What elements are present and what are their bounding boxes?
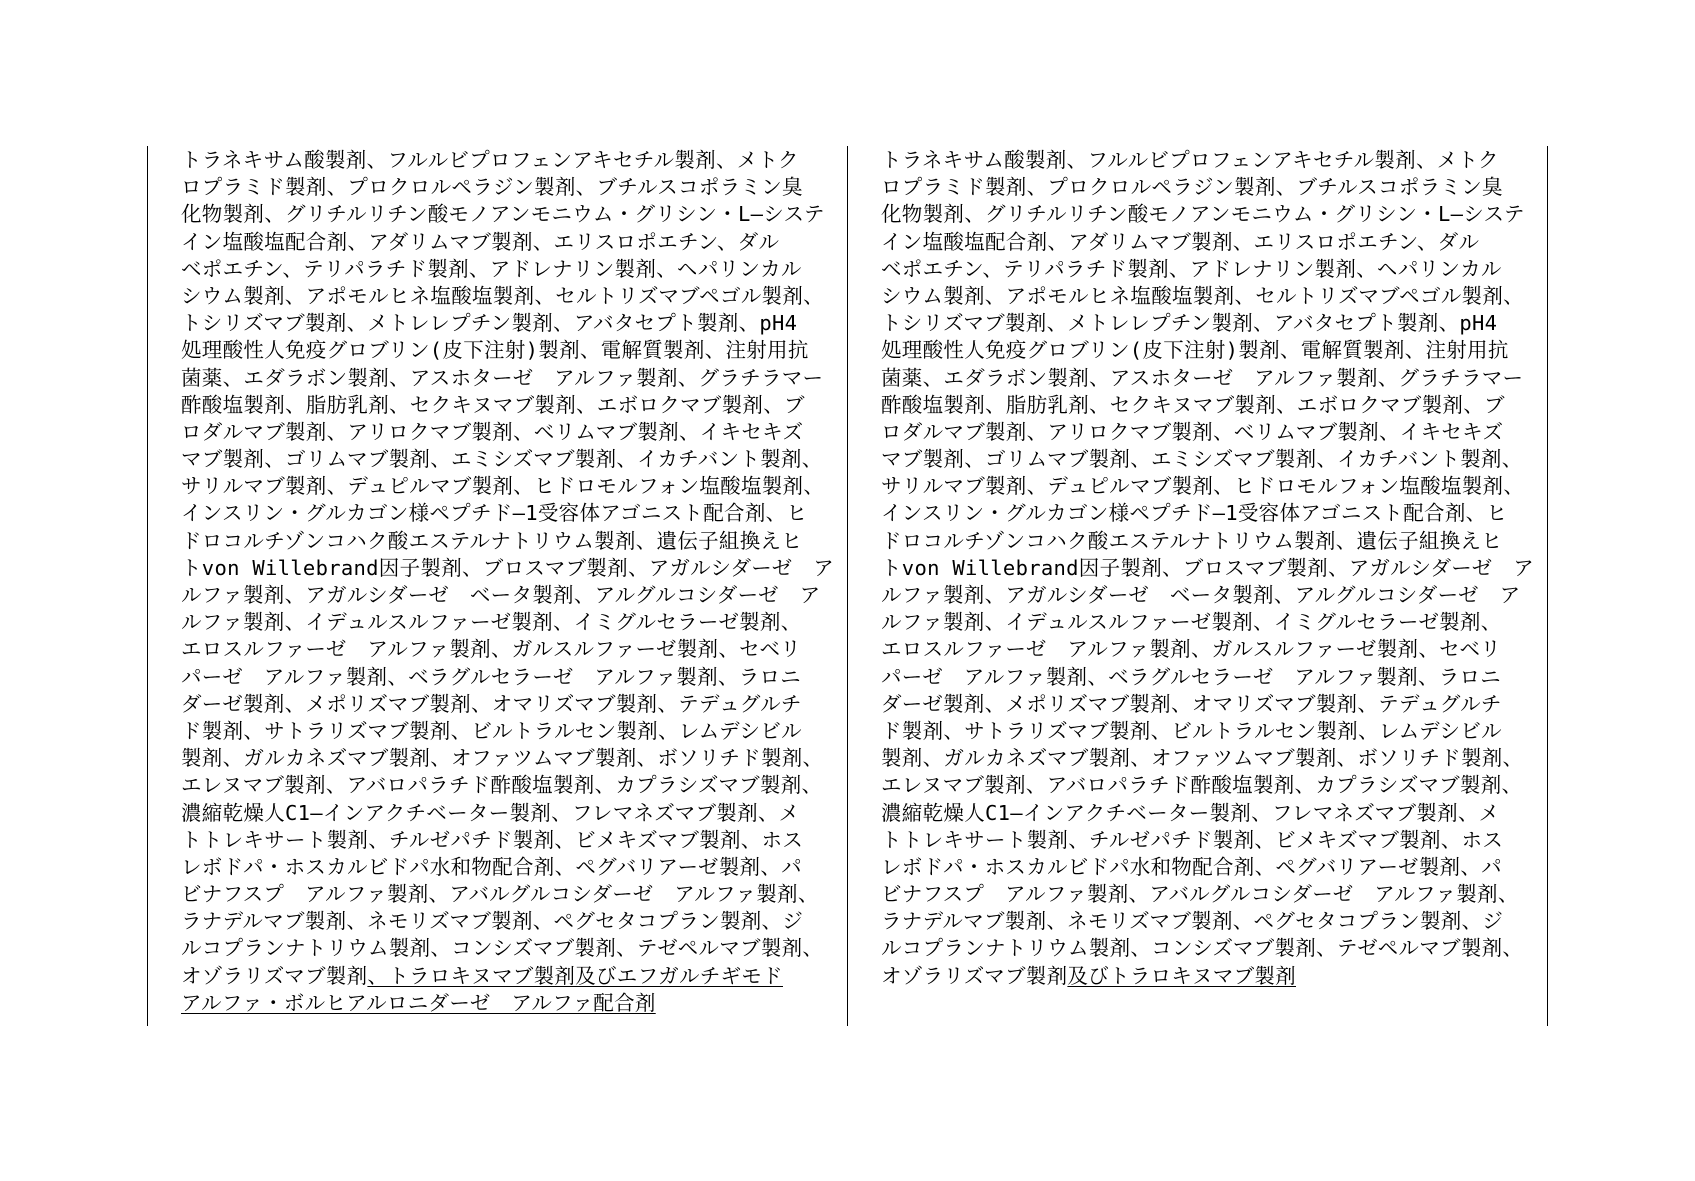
text-segment: 菌薬、エダラボン製剤、アスホターゼ アルファ製剤、グラチラマー <box>881 365 1524 390</box>
text-segment: レボドパ・ホスカルビドパ水和物配合剤、ペグバリアーゼ製剤、パ <box>881 854 1502 879</box>
text-segment: ルファ製剤、アガルシダーゼ ベータ製剤、アルグルコシダーゼ ア <box>881 583 1521 607</box>
text-segment: ドロコルチゾンコハク酸エステルナトリウム製剤、遺伝子組換えヒ <box>181 528 803 553</box>
text-segment: ラナデルマブ製剤、ネモリズマブ製剤、ペグセタコプラン製剤、ジ <box>181 909 804 934</box>
text-line <box>881 147 1541 174</box>
text-line <box>181 636 841 663</box>
text-segment: トシリズマブ製剤、メトレレプチン製剤、アバタセプト製剤、pH4 <box>881 311 1498 336</box>
text-line <box>181 201 841 228</box>
text-segment: ドロコルチゾンコハク酸エステルナトリウム製剤、遺伝子組換えヒ <box>881 528 1503 553</box>
text-line <box>181 392 841 419</box>
text-line <box>181 827 841 854</box>
text-segment: 化物製剤、グリチルリチン酸モノアンモニウム・グリシン・L—システ <box>181 202 825 227</box>
text-segment: ルコプランナトリウム製剤、コンシズマブ製剤、テゼペルマブ製剤、 <box>181 936 824 961</box>
text-segment: 菌薬、エダラボン製剤、アスホターゼ アルファ製剤、グラチラマー <box>181 365 824 390</box>
text-segment: 酢酸塩製剤、脂肪乳剤、セクキヌマブ製剤、エボロクマブ製剤、ブ <box>881 392 1505 417</box>
text-line <box>881 881 1541 908</box>
text-line <box>181 419 841 446</box>
text-segment: 処理酸性人免疫グロブリン(皮下注射)製剤、電解質製剤、注射用抗 <box>181 338 809 363</box>
text-segment: マブ製剤、ゴリムマブ製剤、エミシズマブ製剤、イカチバント製剤、 <box>881 447 1523 472</box>
text-segment: インスリン・グルカゴン様ペプチド—1受容体アゴニスト配合剤、ヒ <box>881 501 1508 526</box>
text-segment: ルファ製剤、イデュルスルファーゼ製剤、イミグルセラーゼ製剤、 <box>181 610 802 635</box>
text-segment: オゾラリズマブ製剤 <box>181 963 368 988</box>
text-line <box>881 500 1541 527</box>
text-segment: レボドパ・ホスカルビドパ水和物配合剤、ペグバリアーゼ製剤、パ <box>181 854 802 879</box>
text-line <box>881 935 1541 962</box>
text-line <box>881 772 1541 799</box>
text-segment: ロダルマブ製剤、アリロクマブ製剤、ベリムマブ製剤、イキセキズ <box>181 419 804 444</box>
text-line <box>181 908 841 935</box>
text-line <box>881 365 1541 392</box>
text-line <box>881 609 1541 636</box>
text-line <box>181 310 841 337</box>
text-line <box>881 229 1541 256</box>
text-line <box>881 582 1541 609</box>
text-line <box>881 800 1541 827</box>
text-line <box>181 990 841 1017</box>
text-line <box>181 473 841 500</box>
text-line <box>181 229 841 256</box>
text-line <box>881 827 1541 854</box>
text-line <box>881 664 1541 691</box>
text-line <box>881 256 1541 283</box>
text-line <box>881 908 1541 935</box>
text-segment: ベポエチン、テリパラチド製剤、アドレナリン製剤、ヘパリンカル <box>881 256 1502 281</box>
text-segment: トvon Willebrand因子製剤、ブロスマブ製剤、アガルシダーゼ ア <box>881 555 1535 580</box>
text-segment: サリルマブ製剤、デュピルマブ製剤、ヒドロモルフォン塩酸塩製剤、 <box>881 474 1525 499</box>
text-segment: トトレキサート製剤、チルゼパチド製剤、ビメキズマブ製剤、ホス <box>181 827 804 852</box>
text-line <box>181 963 841 990</box>
text-line <box>181 609 841 636</box>
text-line <box>181 500 841 527</box>
text-line <box>181 337 841 364</box>
text-segment: ラナデルマブ製剤、ネモリズマブ製剤、ペグセタコプラン製剤、ジ <box>881 909 1504 934</box>
text-segment: パーゼ アルファ製剤、ベラグルセラーゼ アルファ製剤、ラロニ <box>181 664 802 689</box>
text-segment: ダーゼ製剤、メポリズマブ製剤、オマリズマブ製剤、テデュグルチ <box>881 691 1502 716</box>
text-segment: シウム製剤、アポモルヒネ塩酸塩製剤、セルトリズマブペゴル製剤、 <box>181 283 824 308</box>
text-segment: ビナフスプ アルファ製剤、アバルグルコシダーゼ アルファ製剤、 <box>181 882 819 907</box>
text-line <box>181 718 841 745</box>
text-line <box>881 419 1541 446</box>
text-segment: エロスルファーゼ アルファ製剤、ガルスルファーゼ製剤、セベリ <box>181 637 802 662</box>
text-segment: ルコプランナトリウム製剤、コンシズマブ製剤、テゼペルマブ製剤、 <box>881 936 1524 961</box>
text-line <box>881 337 1541 364</box>
text-segment: ド製剤、サトラリズマブ製剤、ビルトラルセン製剤、レムデシビル <box>181 718 802 743</box>
text-line <box>881 718 1541 745</box>
text-line <box>181 664 841 691</box>
text-line <box>881 555 1541 582</box>
text-segment: 化物製剤、グリチルリチン酸モノアンモニウム・グリシン・L—システ <box>881 202 1525 227</box>
text-line <box>181 528 841 555</box>
text-segment: ロプラミド製剤、プロクロルペラジン製剤、ブチルスコポラミン臭 <box>181 175 803 200</box>
underlined-text: 及びトラロキヌマブ製剤 <box>1067 963 1296 988</box>
right-column-border-right <box>1547 146 1548 1026</box>
text-segment: 処理酸性人免疫グロブリン(皮下注射)製剤、電解質製剤、注射用抗 <box>881 338 1509 363</box>
text-segment: ド製剤、サトラリズマブ製剤、ビルトラルセン製剤、レムデシビル <box>881 718 1502 743</box>
text-line <box>181 691 841 718</box>
text-line <box>881 963 1541 990</box>
text-line <box>181 147 841 174</box>
text-segment: イン塩酸塩配合剤、アダリムマブ製剤、エリスロポエチン、ダル <box>181 229 780 254</box>
underlined-text: 、トラロキヌマブ製剤及びエフガルチギモド <box>367 963 783 988</box>
text-line <box>881 854 1541 881</box>
text-line <box>181 800 841 827</box>
text-segment: インスリン・グルカゴン様ペプチド—1受容体アゴニスト配合剤、ヒ <box>181 501 808 526</box>
underlined-text: アルファ・ボルヒアルロニダーゼ アルファ配合剤 <box>181 990 656 1015</box>
text-line <box>881 528 1541 555</box>
text-line <box>181 881 841 908</box>
text-segment: トシリズマブ製剤、メトレレプチン製剤、アバタセプト製剤、pH4 <box>181 311 798 336</box>
text-segment: ダーゼ製剤、メポリズマブ製剤、オマリズマブ製剤、テデュグルチ <box>181 691 802 716</box>
text-line <box>181 772 841 799</box>
text-segment: 製剤、ガルカネズマブ製剤、オファツムマブ製剤、ボソリチド製剤、 <box>881 746 1524 771</box>
text-segment: ビナフスプ アルファ製剤、アバルグルコシダーゼ アルファ製剤、 <box>881 882 1519 907</box>
text-line <box>181 854 841 881</box>
text-segment: ロダルマブ製剤、アリロクマブ製剤、ベリムマブ製剤、イキセキズ <box>881 419 1504 444</box>
text-line <box>181 174 841 201</box>
text-segment: サリルマブ製剤、デュピルマブ製剤、ヒドロモルフォン塩酸塩製剤、 <box>181 474 825 499</box>
text-segment: 製剤、ガルカネズマブ製剤、オファツムマブ製剤、ボソリチド製剤、 <box>181 746 824 771</box>
text-line <box>881 201 1541 228</box>
text-segment: ルファ製剤、アガルシダーゼ ベータ製剤、アルグルコシダーゼ ア <box>181 583 821 607</box>
text-segment: オゾラリズマブ製剤 <box>881 963 1068 988</box>
text-line <box>181 256 841 283</box>
text-segment: パーゼ アルファ製剤、ベラグルセラーゼ アルファ製剤、ラロニ <box>881 664 1502 689</box>
text-segment: ルファ製剤、イデュルスルファーゼ製剤、イミグルセラーゼ製剤、 <box>881 610 1502 635</box>
left-column-text <box>181 147 841 1017</box>
text-line <box>881 310 1541 337</box>
text-line <box>181 745 841 772</box>
text-segment: エレヌマブ製剤、アバロパラチド酢酸塩製剤、カプラシズマブ製剤、 <box>881 773 1523 798</box>
text-segment: ロプラミド製剤、プロクロルペラジン製剤、ブチルスコポラミン臭 <box>881 175 1503 200</box>
text-segment: ベポエチン、テリパラチド製剤、アドレナリン製剤、ヘパリンカル <box>181 256 802 281</box>
text-segment: マブ製剤、ゴリムマブ製剤、エミシズマブ製剤、イカチバント製剤、 <box>181 447 823 472</box>
text-line <box>881 473 1541 500</box>
text-line <box>181 446 841 473</box>
text-segment: トラネキサム酸製剤、フルルビプロフェンアキセチル製剤、メトク <box>881 148 1499 172</box>
text-line <box>181 582 841 609</box>
text-segment: エロスルファーゼ アルファ製剤、ガルスルファーゼ製剤、セベリ <box>881 637 1502 662</box>
right-column-text <box>881 147 1541 990</box>
left-column-border-right <box>847 146 848 1026</box>
text-segment: シウム製剤、アポモルヒネ塩酸塩製剤、セルトリズマブペゴル製剤、 <box>881 283 1524 308</box>
text-segment: 濃縮乾燥人C1—インアクチベーター製剤、フレマネズマブ製剤、メ <box>881 800 1500 825</box>
text-line <box>881 446 1541 473</box>
text-segment: 酢酸塩製剤、脂肪乳剤、セクキヌマブ製剤、エボロクマブ製剤、ブ <box>181 392 805 417</box>
text-line <box>881 283 1541 310</box>
text-line <box>881 745 1541 772</box>
text-line <box>181 935 841 962</box>
text-segment: 濃縮乾燥人C1—インアクチベーター製剤、フレマネズマブ製剤、メ <box>181 800 800 825</box>
text-line <box>181 283 841 310</box>
text-line <box>881 392 1541 419</box>
text-line <box>181 555 841 582</box>
text-segment: トラネキサム酸製剤、フルルビプロフェンアキセチル製剤、メトク <box>181 148 799 172</box>
text-line <box>881 691 1541 718</box>
text-line <box>881 174 1541 201</box>
text-segment: トvon Willebrand因子製剤、ブロスマブ製剤、アガルシダーゼ ア <box>181 555 835 580</box>
text-line <box>181 365 841 392</box>
text-segment: トトレキサート製剤、チルゼパチド製剤、ビメキズマブ製剤、ホス <box>881 827 1504 852</box>
text-segment: イン塩酸塩配合剤、アダリムマブ製剤、エリスロポエチン、ダル <box>881 229 1480 254</box>
text-line <box>881 636 1541 663</box>
left-column-border-left <box>147 146 148 1026</box>
text-segment: エレヌマブ製剤、アバロパラチド酢酸塩製剤、カプラシズマブ製剤、 <box>181 773 823 798</box>
